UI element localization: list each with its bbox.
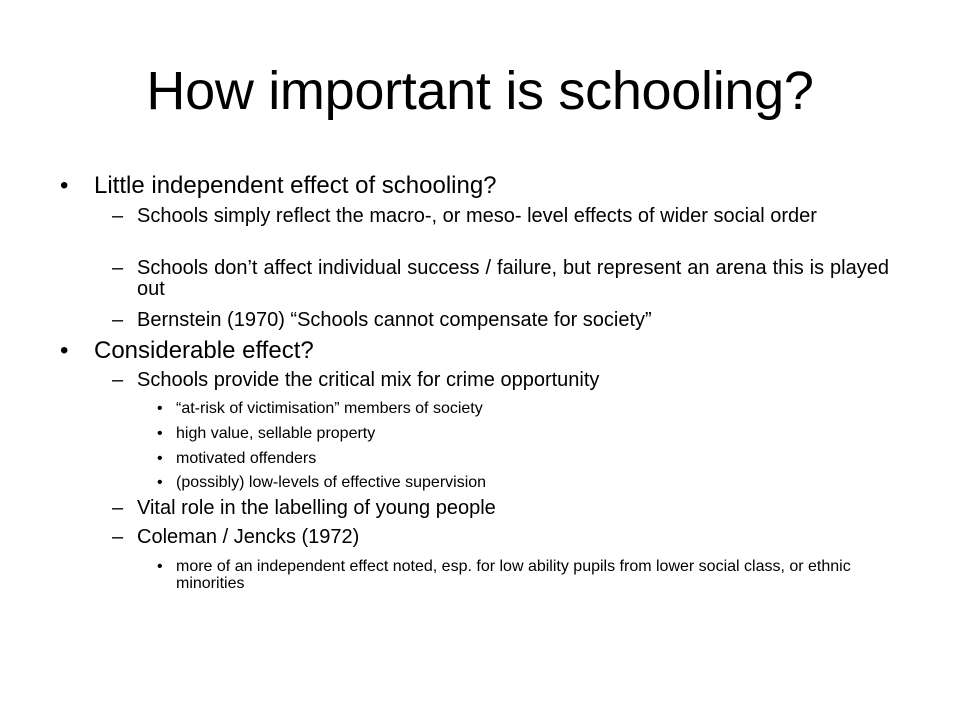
sub-sub-bullet-text: motivated offenders — [176, 450, 317, 467]
bullet-marker: • — [157, 400, 163, 417]
bullet-marker: • — [157, 474, 163, 491]
bullet-text: Little independent effect of schooling? — [94, 172, 497, 199]
sub-bullet-text: Vital role in the labelling of young people — [137, 497, 496, 519]
bullet-marker: • — [60, 337, 69, 364]
dash-marker: – — [112, 309, 124, 331]
dash-marker: – — [112, 369, 124, 391]
sub-sub-bullet-text: (possibly) low-levels of effective supervision — [176, 474, 487, 491]
dash-marker: – — [112, 526, 124, 548]
dash-marker: – — [112, 497, 124, 519]
dash-marker: – — [112, 257, 124, 279]
sub-bullet-text: Schools provide the critical mix for crime opportunity — [137, 369, 600, 391]
bullet-marker: • — [157, 450, 163, 467]
bullet-marker: • — [60, 172, 69, 199]
sub-sub-bullet-text: “at-risk of victimisation” members of society — [176, 400, 483, 417]
sub-sub-bullet-text: more of an independent effect noted, esp. for low ability pupils from lower social class, or ethnic minorities — [176, 558, 851, 592]
sub-bullet-text: Bernstein (1970) “Schools cannot compensate for society” — [137, 309, 652, 331]
sub-bullet-text: Schools don’t affect individual success / failure, but represent an arena this is played out — [137, 257, 889, 300]
sub-sub-bullet-text: high value, sellable property — [176, 425, 376, 442]
sub-bullet-text: Schools simply reflect the macro-, or meso- level effects of wider social order — [137, 205, 817, 227]
dash-marker: – — [112, 205, 124, 227]
slide-title: How important is schooling? — [146, 61, 814, 121]
bullet-marker: • — [157, 558, 163, 575]
bullet-marker: • — [157, 425, 163, 442]
bullet-text: Considerable effect? — [94, 337, 314, 364]
sub-bullet-text: Coleman / Jencks (1972) — [137, 526, 360, 548]
